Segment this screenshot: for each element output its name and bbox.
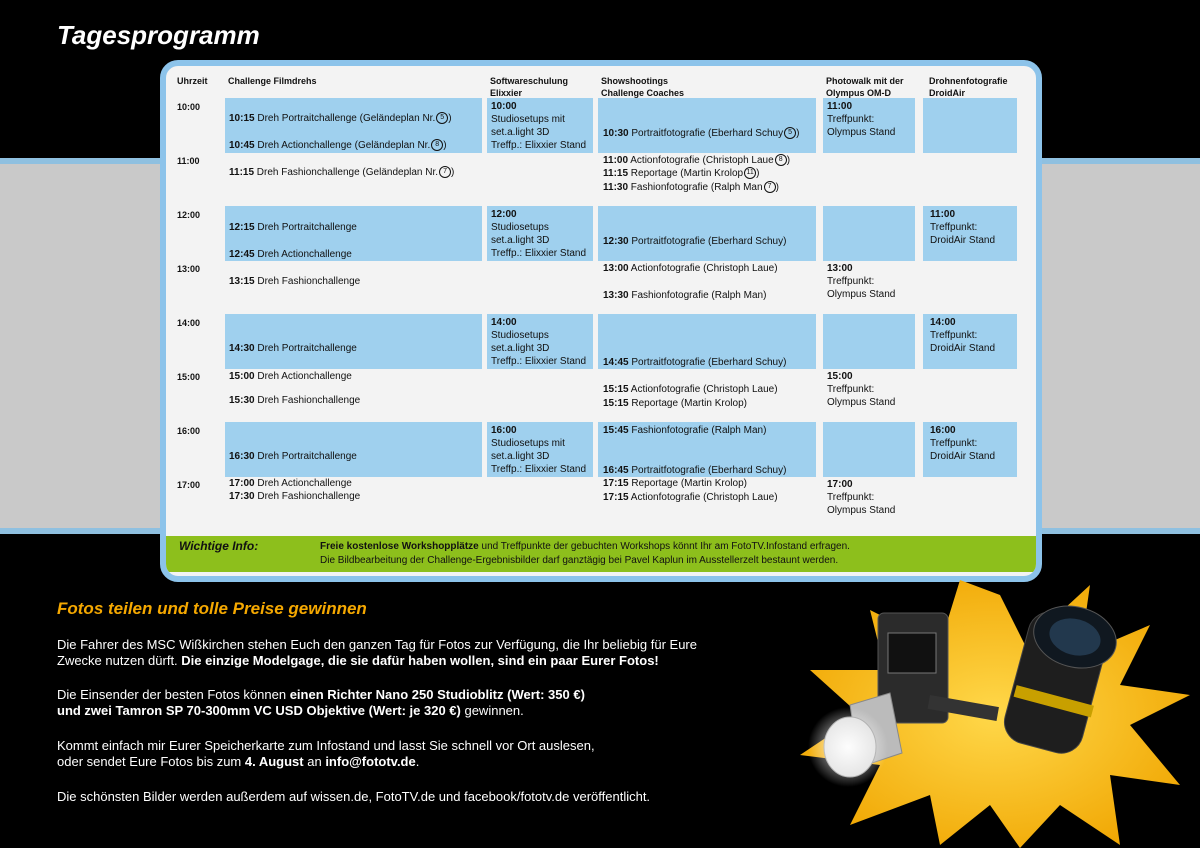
map-number-badge: 5 <box>784 127 796 139</box>
slot-block <box>823 422 915 477</box>
filmdreh-entry: 13:15 Dreh Fashionchallenge <box>229 276 361 287</box>
header-show-line2: Challenge Coaches <box>601 88 685 98</box>
map-number-badge: 8 <box>431 139 443 151</box>
software-entry: 10:00 Studiosetups mit set.a.light 3D Treffp.: Elixxier Stand <box>491 101 587 151</box>
drone-entry: 11:00 Treffpunkt: DroidAir Stand <box>930 209 996 246</box>
show-entry: 15:15 Actionfotografie (Christoph Laue) <box>603 384 778 395</box>
slot-block <box>823 206 915 261</box>
map-number-badge: 7 <box>439 166 451 178</box>
software-entry: 12:00 Studiosetups set.a.light 3D Treffp.: Elixxier Stand <box>491 209 587 259</box>
software-entry: 14:00 Studiosetups set.a.light 3D Treffp.: Elixxier Stand <box>491 317 587 367</box>
show-entry: 15:15 Reportage (Martin Krolop) <box>603 398 747 409</box>
show-entry: 13:30 Fashionfotografie (Ralph Man) <box>603 290 767 301</box>
header-walk-line2: Olympus OM-D <box>826 88 892 98</box>
info-line-2: Die Bildbearbeitung der Challenge-Ergebnisbilder darf ganztägig bei Pavel Kaplun im Ausstellerzelt bestaunt werden. <box>320 555 839 566</box>
filmdreh-entry: 10:45 Dreh Actionchallenge (Geländeplan Nr. 8 ) <box>229 140 447 151</box>
info-line-1: Freie kostenlose Workshopplätze und Treffpunkte der gebuchten Workshops könnt Ihr am FotoTV.Infostand erfragen. <box>320 541 850 552</box>
prize-starburst-illustration <box>790 575 1200 848</box>
header-drone-line1: Drohnenfotografie <box>929 76 1008 86</box>
drone-entry: 16:00 Treffpunkt: DroidAir Stand <box>930 425 996 462</box>
show-entry: 14:45 Portraitfotografie (Eberhard Schuy) <box>603 357 787 368</box>
map-number-badge: 8 <box>775 154 787 166</box>
header-drone-line2: DroidAir <box>929 88 965 98</box>
drone-entry: 14:00 Treffpunkt: DroidAir Stand <box>930 317 996 354</box>
promo-paragraph-3: Kommt einfach mir Eurer Speicherkarte zum Infostand und lasst Sie schnell vor Ort auslesen, oder sendet Eure Fotos bis zum 4. August an info@fototv.de. <box>57 738 595 769</box>
show-entry: 10:30 Portraitfotografie (Eberhard Schuy 5 ) <box>603 128 800 139</box>
photowalk-entry: 13:00 Treffpunkt: Olympus Stand <box>827 263 896 300</box>
page-title: Tagesprogramm <box>57 20 260 50</box>
promo-paragraph-2: Die Einsender der besten Fotos können einen Richter Nano 250 Studioblitz (Wert: 350 €) und zwei Tamron SP 70-300mm VC USD Objektive (Wert: je 320 €) gewinnen. <box>57 687 585 718</box>
map-number-badge: 5 <box>436 112 448 124</box>
filmdreh-entry: 10:15 Dreh Portraitchallenge (Geländeplan Nr. 5 ) <box>229 113 452 124</box>
time-label: 15:00 <box>177 372 201 382</box>
time-label: 17:00 <box>177 480 201 490</box>
header-time: Uhrzeit <box>177 76 208 86</box>
slot-block <box>598 98 816 153</box>
show-entry: 17:15 Actionfotografie (Christoph Laue) <box>603 492 778 503</box>
time-label: 10:00 <box>177 102 201 112</box>
schedule-card <box>160 60 1042 582</box>
time-label: 12:00 <box>177 210 201 220</box>
header-show-line1: Showshootings <box>601 76 668 86</box>
header-software-line2: Elixxier <box>490 88 523 98</box>
time-label: 11:00 <box>177 156 200 166</box>
show-entry: 11:15 Reportage (Martin Krolop 11 ) <box>603 168 760 179</box>
time-label: 14:00 <box>177 318 201 328</box>
promo-paragraph-1: Die Fahrer des MSC Wißkirchen stehen Euch den ganzen Tag für Fotos zur Verfügung, die Ihr beliebig für Eure Zwecke nutzen dürft. Die einzige Modelgage, die sie dafür haben wollen, sind ein paar Eurer Fotos! <box>57 637 697 668</box>
filmdreh-entry: 11:15 Dreh Fashionchallenge (Geländeplan Nr. 7 ) <box>229 167 455 178</box>
map-number-badge: 11 <box>744 167 756 179</box>
header-walk-line1: Photowalk mit der <box>826 76 904 86</box>
show-entry: 17:15 Reportage (Martin Krolop) <box>603 478 747 489</box>
show-entry: 12:30 Portraitfotografie (Eberhard Schuy) <box>603 236 787 247</box>
show-entry: 11:00 Actionfotografie (Christoph Laue 8 ) <box>603 155 791 166</box>
show-entry: 11:30 Fashionfotografie (Ralph Man 7 ) <box>603 182 779 193</box>
time-label: 13:00 <box>177 264 201 274</box>
header-software-line1: Softwareschulung <box>490 76 569 86</box>
filmdreh-entry: 15:30 Dreh Fashionchallenge <box>229 395 361 406</box>
filmdreh-entry: 16:30 Dreh Portraitchallenge <box>229 451 357 462</box>
filmdreh-entry: 12:45 Dreh Actionchallenge <box>229 249 352 260</box>
filmdreh-entry: 15:00 Dreh Actionchallenge <box>229 371 352 382</box>
photowalk-entry: 17:00 Treffpunkt: Olympus Stand <box>827 479 896 516</box>
map-number-badge: 7 <box>764 181 776 193</box>
software-entry: 16:00 Studiosetups mit set.a.light 3D Treffp.: Elixxier Stand <box>491 425 587 475</box>
schedule-grid <box>160 60 1042 582</box>
show-entry: 16:45 Portraitfotografie (Eberhard Schuy) <box>603 465 787 476</box>
slot-block <box>923 98 1017 153</box>
photowalk-entry: 11:00 Treffpunkt: Olympus Stand <box>827 101 896 138</box>
filmdreh-entry: 17:30 Dreh Fashionchallenge <box>229 491 361 502</box>
header-filmdrehs: Challenge Filmdrehs <box>228 76 317 86</box>
slot-block <box>598 206 816 261</box>
show-entry: 15:45 Fashionfotografie (Ralph Man) <box>603 425 767 436</box>
promo-paragraph-4: Die schönsten Bilder werden außerdem auf wissen.de, FotoTV.de und facebook/fototv.de veröffentlicht. <box>57 789 651 804</box>
filmdreh-entry: 14:30 Dreh Portraitchallenge <box>229 343 357 354</box>
filmdreh-entry: 17:00 Dreh Actionchallenge <box>229 478 352 489</box>
show-entry: 13:00 Actionfotografie (Christoph Laue) <box>603 263 778 274</box>
filmdreh-entry: 12:15 Dreh Portraitchallenge <box>229 222 357 233</box>
slot-block <box>823 314 915 369</box>
photowalk-entry: 15:00 Treffpunkt: Olympus Stand <box>827 371 896 408</box>
time-label: 16:00 <box>177 426 201 436</box>
promo-heading: Fotos teilen und tolle Preise gewinnen <box>57 599 367 618</box>
info-label: Wichtige Info: <box>179 539 259 553</box>
